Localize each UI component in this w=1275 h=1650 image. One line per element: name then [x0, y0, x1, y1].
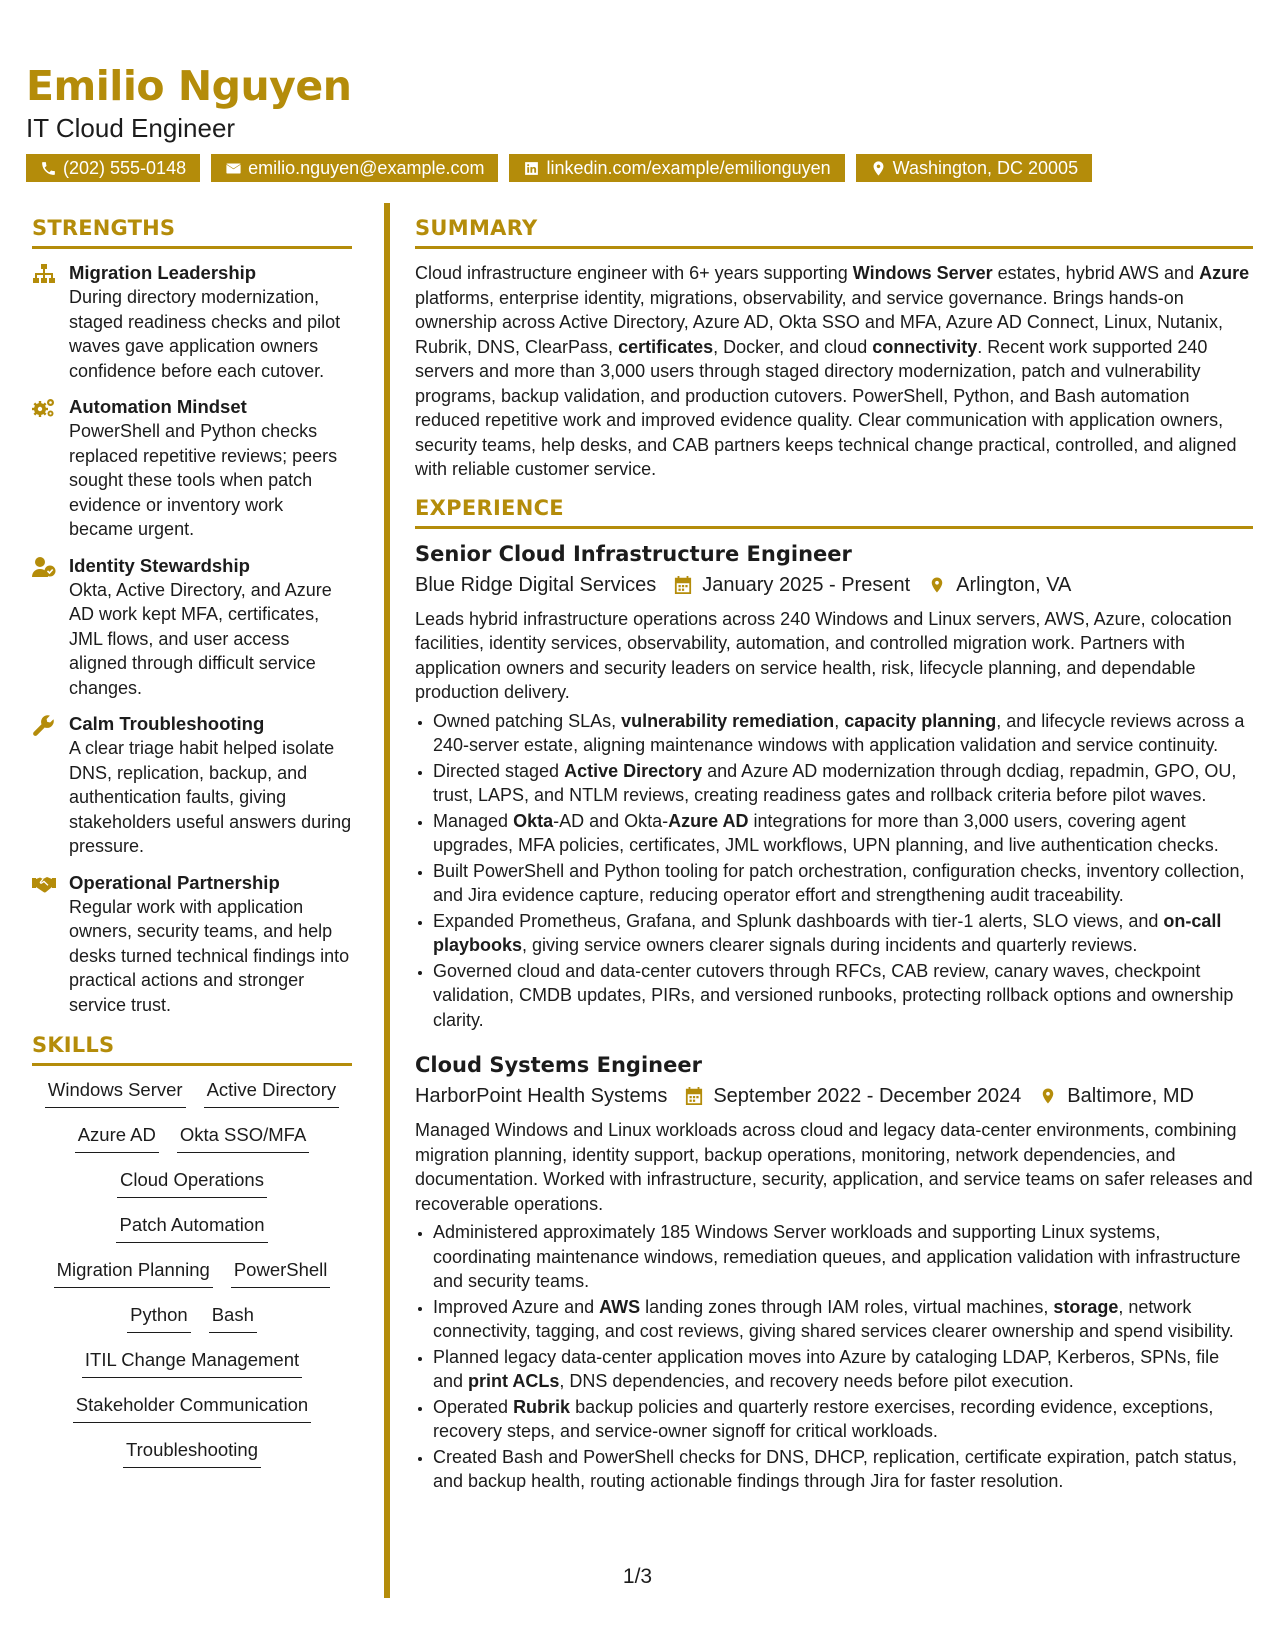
- text-run: -AD and Okta-: [553, 810, 669, 831]
- bullet-item: [433, 809, 1253, 858]
- job-description: Leads hybrid infrastructure operations across 240 Windows and Linux servers, AWS, Azure, colocation facilities, identity services, observability, automation, and controlled migration work. Partners with application owners and security leaders on service health, risk, lifecycle planning, and dependable production delivery.: [415, 608, 1232, 702]
- emphasized-text: vulnerability remediation: [621, 710, 835, 731]
- job-location: Arlington, VA: [956, 573, 1072, 596]
- skill-tag: Stakeholder Communication: [73, 1393, 311, 1423]
- text-run: Owned patching SLAs,: [433, 710, 622, 731]
- text-run: , Docker, and cloud: [713, 336, 873, 357]
- skill-tag: Okta SSO/MFA: [177, 1123, 309, 1153]
- strength-item: [32, 395, 352, 542]
- job-company: Blue Ridge Digital Services: [415, 573, 657, 596]
- strength-description: During directory modernization, staged readiness checks and pilot waves gave application owners confidence before each cutover.: [69, 287, 341, 381]
- wrench-icon: [32, 714, 56, 736]
- text-run: Improved Azure and: [433, 1296, 600, 1317]
- text-run: , giving service owners clearer signals during incidents and quarterly reviews.: [522, 935, 1138, 955]
- strength-description: PowerShell and Python checks replaced repetitive reviews; peers sought these tools when patch evidence or inventory work became urgent.: [69, 421, 338, 539]
- job-dates: September 2022 - December 2024: [713, 1085, 1022, 1107]
- right-column: [415, 216, 1253, 1495]
- summary-heading: SUMMARY: [415, 216, 1253, 249]
- skill-tag: ITIL Change Management: [82, 1348, 302, 1378]
- job-description: Managed Windows and Linux workloads across cloud and legacy data-center environments, combining migration planning, identity support, backup operations, monitoring, network dependencies, and documentation. Worked with infrastructure, security, application, and service teams on safer releases and recoverable operations.: [415, 1120, 1253, 1214]
- strength-item: [32, 261, 352, 383]
- skill-row: [32, 1348, 352, 1393]
- bullet-item: [433, 1345, 1253, 1394]
- text-run: and Azure AD modernization through dcdiag, repadmin, GPO, OU, trust, LAPS, and NTLM reviews, creating readiness gates and rollback criteria before pilot waves.: [433, 760, 1237, 805]
- bullet-item: [433, 1445, 1253, 1494]
- skill-tag: Windows Server: [45, 1078, 186, 1108]
- strength-title: Calm Troubleshooting: [69, 713, 265, 734]
- summary-section: [415, 216, 1253, 482]
- text-run: integrations for more than 3,000 users, covering agent upgrades, MFA policies, certificates, JML workflows, UPN planning, and live authentication checks.: [433, 810, 1219, 855]
- job-bullets: [415, 1220, 1253, 1494]
- emphasized-text: storage: [1053, 1296, 1119, 1317]
- text-run: Cloud infrastructure engineer with 6+ years supporting: [415, 263, 853, 283]
- page-number: 1/3: [622, 1565, 653, 1588]
- job-location: Baltimore, MD: [1067, 1085, 1194, 1107]
- emphasized-text: Active Directory: [564, 760, 703, 781]
- experience-section: [415, 496, 1253, 1494]
- bullet-item: [433, 959, 1253, 1033]
- skills-heading: SKILLS: [32, 1033, 352, 1066]
- strength-description: Regular work with application owners, security teams, and help desks turned technical findings into practical actions and stronger service trust.: [69, 896, 350, 1015]
- text-run: Built PowerShell and Python tooling for patch orchestration, configuration checks, inventory collection, and Jira evidence capture, reducing operator effort and strengthening audit traceability.: [433, 860, 1245, 905]
- skill-tag: Active Directory: [204, 1078, 340, 1108]
- candidate-title: IT Cloud Engineer: [26, 113, 236, 143]
- emphasized-text: print ACLs: [468, 1371, 560, 1391]
- bullet-item: [433, 859, 1253, 908]
- skills-section: [32, 1033, 352, 1483]
- skill-row: [32, 1393, 352, 1438]
- map-pin-icon: [870, 160, 887, 177]
- bullet-item: [433, 1295, 1253, 1344]
- skill-row: [32, 1078, 352, 1123]
- text-run: ,: [834, 710, 845, 731]
- strength-item: [32, 554, 352, 701]
- text-run: Governed cloud and data-center cutovers through RFCs, CAB review, canary waves, checkpoint validation, CMDB updates, PIRs, and versioned runbooks, protecting rollback options and ownership clarity.: [433, 960, 1234, 1030]
- text-run: Managed: [433, 810, 514, 831]
- emphasized-text: Okta: [513, 810, 554, 831]
- skill-tag: Troubleshooting: [123, 1438, 261, 1468]
- job-meta: [415, 571, 1253, 599]
- calendar-icon: [674, 575, 692, 595]
- text-run: , network connectivity, tagging, and cost reviews, giving shared services clearer ownership and spend visibility.: [433, 1296, 1234, 1341]
- calendar-icon: [685, 1086, 703, 1106]
- text-run: estates, hybrid AWS and: [992, 263, 1200, 283]
- text-run: Expanded Prometheus, Grafana, and Splunk dashboards with tier-1 alerts, SLO views, and: [433, 910, 1164, 931]
- strengths-section: [32, 216, 352, 1017]
- skill-tag: PowerShell: [231, 1258, 331, 1288]
- job-entry: [415, 539, 1253, 1033]
- skill-row: [32, 1303, 352, 1348]
- text-run: Administered approximately 185 Windows Server workloads and supporting Linux systems, coordinating maintenance windows, remediation queues, and application validation with infrastructure and security teams.: [433, 1222, 1241, 1291]
- contact-location: [856, 154, 1092, 182]
- experience-heading: EXPERIENCE: [415, 496, 1253, 529]
- bullet-item: [433, 709, 1253, 758]
- job-list: [415, 539, 1253, 1494]
- map-pin-icon: [928, 575, 946, 595]
- contact-phone-text: (202) 555-0148: [63, 157, 187, 178]
- gears-icon: [32, 397, 56, 419]
- text-run: Operated: [433, 1396, 514, 1417]
- strength-item: [32, 871, 352, 1018]
- contact-linkedin[interactable]: [509, 154, 844, 182]
- text-run: , DNS dependencies, and recovery needs before pilot execution.: [559, 1371, 1074, 1391]
- contact-linkedin-text: linkedin.com/example/emilionguyen: [546, 157, 831, 178]
- skill-row: [32, 1123, 352, 1168]
- text-run: platforms, enterprise identity, migrations, observability, and service governance. Brings hands-on ownership across Active Directory, Azure AD, Okta SSO and MFA, Azure AD Connect, Linux, Nutanix, Rubrik, DNS, ClearPass,: [415, 287, 1224, 357]
- map-pin-icon: [1039, 1086, 1057, 1106]
- skill-row: [32, 1258, 352, 1303]
- left-column: [32, 216, 352, 1483]
- job-dates: January 2025 - Present: [702, 573, 911, 596]
- job-company: HarborPoint Health Systems: [415, 1085, 668, 1107]
- text-run: backup policies and quarterly restore exercises, recording evidence, exceptions, recovery steps, and service-owner signoff for critical workloads.: [433, 1396, 1214, 1441]
- bullet-item: [433, 1395, 1253, 1444]
- user-check-icon: [32, 556, 56, 578]
- resume-header: [26, 62, 1256, 182]
- strength-title: Migration Leadership: [69, 262, 257, 283]
- emphasized-text: AWS: [599, 1296, 641, 1317]
- emphasized-text: certificates: [618, 336, 714, 357]
- phone-icon: [40, 160, 57, 177]
- column-divider: [384, 203, 390, 1598]
- job-title: Senior Cloud Infrastructure Engineer: [415, 541, 852, 566]
- skill-tag: Patch Automation: [116, 1213, 267, 1243]
- handshake-icon: [32, 873, 56, 895]
- job-title: Cloud Systems Engineer: [415, 1053, 702, 1077]
- bullet-item: [433, 909, 1253, 958]
- envelope-icon: [225, 160, 242, 177]
- contact-email[interactable]: [211, 154, 498, 182]
- skill-tag: Migration Planning: [54, 1258, 213, 1288]
- skill-row: [32, 1168, 352, 1213]
- contact-location-text: Washington, DC 20005: [892, 157, 1079, 178]
- text-run: Created Bash and PowerShell checks for DNS, DHCP, replication, certificate expiration, patch status, and backup health, routing actionable findings through Jira for faster resolution.: [433, 1446, 1238, 1491]
- strength-description: Okta, Active Directory, and Azure AD work kept MFA, certificates, JML flows, and user access aligned through difficult service changes.: [69, 579, 332, 698]
- text-run: Directed staged: [433, 760, 565, 781]
- strength-title: Identity Stewardship: [69, 554, 250, 576]
- strengths-heading: STRENGTHS: [32, 216, 352, 249]
- linkedin-icon: [523, 160, 540, 177]
- skill-row: [32, 1213, 352, 1258]
- skill-tag: Cloud Operations: [117, 1168, 267, 1198]
- contact-phone[interactable]: [26, 154, 200, 182]
- job-bullets: [415, 709, 1253, 1033]
- contact-email-text: emilio.nguyen@example.com: [248, 157, 485, 178]
- strength-description: A clear triage habit helped isolate DNS, replication, backup, and authentication faults, giving stakeholders useful answers during pressure.: [69, 738, 352, 856]
- job-entry: [415, 1050, 1253, 1494]
- emphasized-text: capacity planning: [844, 710, 997, 731]
- skill-tag: Python: [127, 1303, 191, 1333]
- emphasized-text: Azure: [1199, 263, 1250, 283]
- skills-list: [32, 1078, 352, 1483]
- text-run: , and lifecycle reviews across a 240-server estate, aligning maintenance windows with application validation and service continuity.: [433, 710, 1245, 755]
- summary-text: [415, 261, 1253, 482]
- bullet-item: [433, 759, 1253, 808]
- contact-bar: [26, 154, 1256, 182]
- text-run: . Recent work supported 240 servers and more than 3,000 users through staged directory modernization, patch and vulnerability programs, backup validation, and production cutovers. PowerShell, Python, and Bash automation reduced repetitive work and improved evidence quality. Clear communication with application owners, security teams, help desks, and CAB partners keeps technical change practical, controlled, and aligned with reliable customer service.: [415, 336, 1237, 479]
- emphasized-text: Azure AD: [668, 810, 749, 831]
- text-run: Planned legacy data-center application moves into Azure by cataloging LDAP, Kerberos, SPNs, file and: [433, 1346, 1220, 1391]
- skill-tag: Bash: [209, 1303, 257, 1333]
- strength-item: [32, 712, 352, 859]
- strength-title: Automation Mindset: [69, 396, 247, 417]
- emphasized-text: connectivity: [872, 336, 978, 357]
- job-meta: [415, 1082, 1253, 1110]
- text-run: landing zones through IAM roles, virtual machines,: [640, 1296, 1054, 1317]
- strength-title: Operational Partnership: [69, 871, 280, 893]
- candidate-name: Emilio Nguyen: [26, 62, 352, 110]
- emphasized-text: on-call playbooks: [433, 910, 1222, 955]
- emphasized-text: Rubrik: [513, 1396, 571, 1417]
- emphasized-text: Windows Server: [852, 263, 993, 283]
- bullet-item: [433, 1220, 1253, 1294]
- sitemap-icon: [32, 263, 56, 285]
- skill-tag: Azure AD: [75, 1123, 159, 1153]
- skill-row: [32, 1438, 352, 1483]
